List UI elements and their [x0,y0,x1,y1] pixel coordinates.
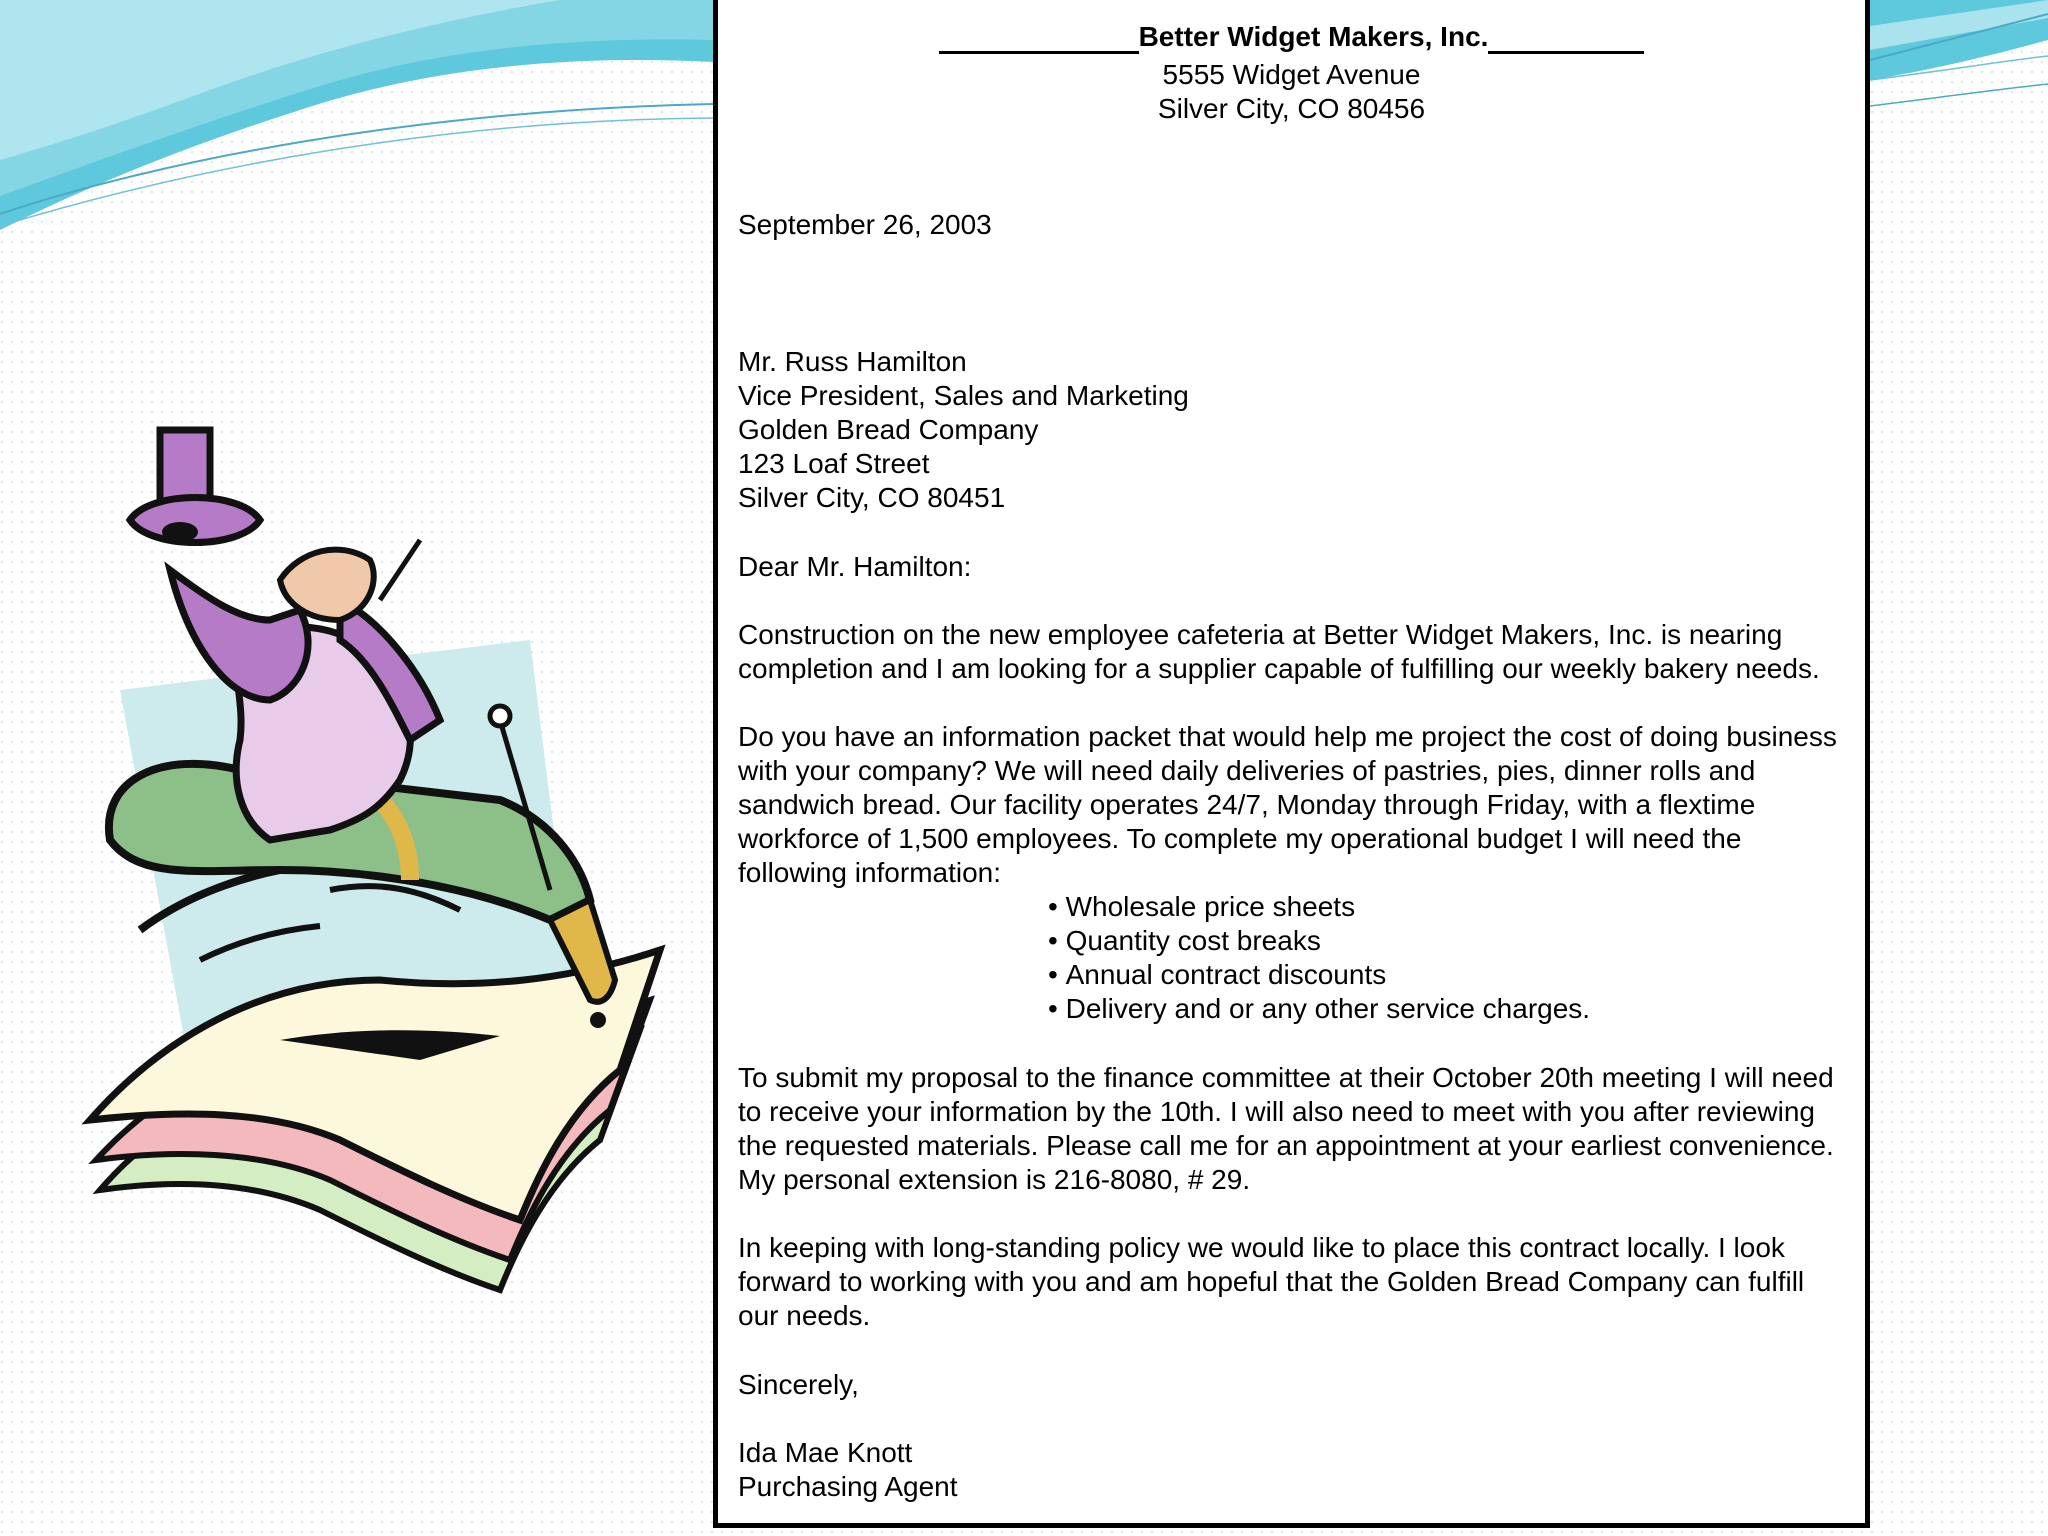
recipient-name: Mr. Russ Hamilton [738,346,967,377]
recipient-street: 123 Loaf Street [738,448,930,479]
paragraph-3-line: to receive your information by the 10th. I will also need to meet with you after reviewing [738,1096,1815,1127]
letter-date: September 26, 2003 [738,209,992,240]
recipient-city: Silver City, CO 80451 [738,482,1006,513]
paragraph-2-line: workforce of 1,500 employees. To complete my operational budget I will need the [738,823,1742,854]
paragraph-2-line: Do you have an information packet that would help me project the cost of doing business [738,721,1837,752]
bullet-item: • Annual contract discounts [1048,958,1386,992]
paragraph-3-line: To submit my proposal to the finance committee at their October 20th meeting I will need [738,1062,1834,1093]
signer-title: Purchasing Agent [738,1471,958,1502]
company-city: Silver City, CO 80456 [1157,93,1426,124]
letterhead-company-line [718,20,1865,54]
company-street: 5555 Widget Avenue [1162,59,1421,90]
signer-name: Ida Mae Knott [738,1437,913,1468]
paragraph-3-line: My personal extension is 216-8080, # 29. [738,1164,1251,1195]
bullet-item: • Wholesale price sheets [1048,890,1355,924]
business-letter-page [713,0,1870,1528]
paragraph-4-line: our needs. [738,1300,871,1331]
paragraph-1-line: completion and I am looking for a supplier capable of fulfilling our weekly bakery needs. [738,653,1820,684]
paragraph-3-line: the requested materials. Please call me for an appointment at your earliest convenience. [738,1130,1834,1161]
company-name: Better Widget Makers, Inc. [1138,21,1489,52]
paragraph-2-line: sandwich bread. Our facility operates 24/7, Monday through Friday, with a flextime [738,789,1756,820]
bullet-item: • Quantity cost breaks [1048,924,1321,958]
recipient-company: Golden Bread Company [738,414,1039,445]
paragraph-4-line: forward to working with you and am hopeful that the Golden Bread Company can fulfill [738,1266,1805,1297]
paragraph-2-line: with your company? We will need daily deliveries of pastries, pies, dinner rolls and [738,755,1756,786]
salutation: Dear Mr. Hamilton: [738,551,972,582]
writer-on-pen-clipart [80,420,700,1320]
paragraph-2-line: following information: [738,857,1002,888]
bullet-item: • Delivery and or any other service charges. [1048,992,1590,1026]
recipient-title: Vice President, Sales and Marketing [738,380,1189,411]
paragraph-1-line: Construction on the new employee cafeteria at Better Widget Makers, Inc. is nearing [738,619,1783,650]
letterhead-rule-left [939,21,1139,54]
paragraph-4-line: In keeping with long-standing policy we would like to place this contract locally. I look [738,1232,1785,1263]
closing: Sincerely, [738,1369,859,1400]
letterhead-rule-right [1488,21,1644,54]
